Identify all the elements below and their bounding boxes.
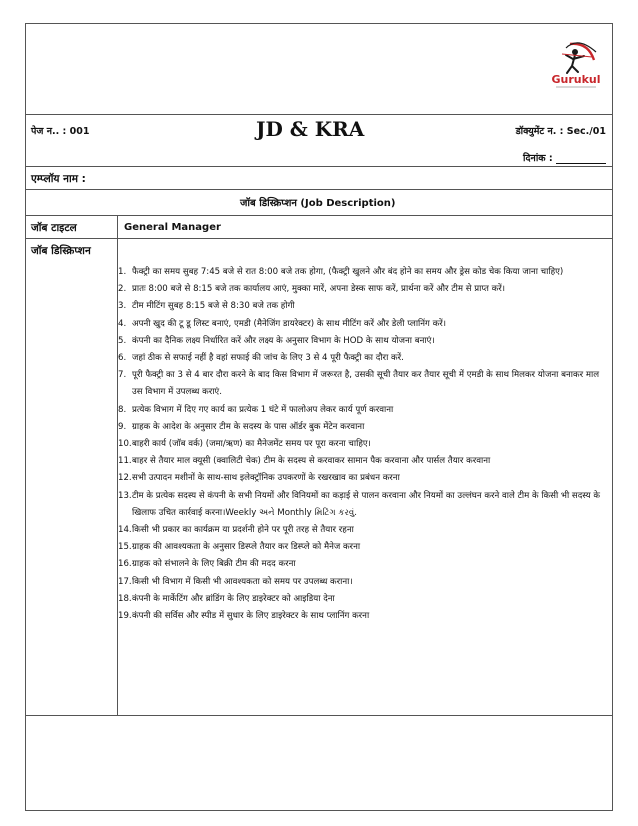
duty-number: 18. — [118, 593, 132, 604]
duty-text: किसी भी विभाग में किसी भी आवश्यकता को समय पर उपलब्ध कराना। — [132, 576, 353, 587]
page-title: JD & KRA — [256, 117, 365, 141]
duty-item — [118, 539, 602, 556]
duty-number: 14. — [118, 525, 132, 536]
duty-number: 17. — [118, 576, 132, 587]
duty-text: बाहरी कार्य (जॉब वर्क) (जमा/ऋण) का मैनेजमेंट समय पर पूरा करना चाहिए। — [132, 439, 371, 450]
duty-number: 7. — [118, 370, 127, 381]
duty-text: कंपनी के मार्केटिंग और ब्रांडिंग के लिए डाइरेक्टर को आइडिया देना — [132, 593, 335, 604]
duty-item — [118, 470, 602, 487]
duty-text: प्रत्येक विभाग में दिए गए कार्य का प्रत्येक 1 घंटे में फालोअप लेकर कार्य पूर्ण करवाना — [132, 404, 394, 415]
duty-item — [118, 333, 602, 350]
duty-number: 3. — [118, 301, 127, 312]
jd-heading-top — [25, 189, 613, 190]
duty-item — [118, 574, 602, 591]
job-title-label: जॉब टाइटल — [31, 222, 77, 234]
duties-list — [118, 264, 602, 625]
page-number: पेज न.. : 001 — [31, 126, 90, 137]
employee-row-top — [25, 166, 613, 167]
duty-text: फैक्ट्री का समय सुबह 7:45 बजे से रात 8:00 बजे तक होगा, (फैक्ट्री खुलने और बंद होने का समय और ड्रेस कोड चेक किया जाना चाहिए) — [132, 267, 564, 277]
duty-number: 12. — [118, 473, 132, 484]
duty-number: 19. — [118, 611, 132, 622]
duty-text: अपनी खुद की टू डू लिस्ट बनाएं, एमडी (मैनेजिंग डायरेक्टर) के साथ मीटिंग करें और डेली प्लानिंग करें। — [132, 318, 446, 329]
job-title-value: General Manager — [124, 222, 221, 233]
duty-item — [118, 350, 602, 367]
duty-number: 16. — [118, 559, 132, 570]
duty-text: किसी भी प्रकार का कार्यक्रम या प्रदर्शनी होने पर पूरी तरह से तैयार रहना — [132, 525, 354, 536]
duty-text: टीम मीटिंग सुबह 8:15 बजे से 8:30 बजे तक होगी — [132, 301, 295, 312]
duty-item — [118, 316, 602, 333]
document-number: डॉक्युमेंट न. : Sec./01 — [515, 126, 606, 137]
duty-item — [118, 281, 602, 298]
duty-text: जहां ठीक से सफाई नहीं है वहां सफाई की जांच के लिए 3 से 4 पूरी फैक्ट्री का दौरा करें. — [132, 353, 404, 364]
duty-item — [118, 367, 602, 401]
duty-item — [118, 488, 602, 522]
duty-text: कंपनी की सर्विस और स्पीड में सुधार के लिए डाइरेक्टर के साथ प्लानिंग करना — [132, 611, 370, 622]
duty-item — [118, 298, 602, 315]
date-label: दिनांक : — [523, 153, 556, 164]
duty-number: 15. — [118, 542, 132, 553]
job-title-row-top — [25, 215, 613, 216]
duty-number: 8. — [118, 404, 127, 415]
duty-number: 5. — [118, 335, 127, 346]
duty-number: 9. — [118, 421, 127, 432]
duty-number: 11. — [118, 456, 132, 467]
job-description-label: जॉब डिस्क्रिप्शन — [31, 245, 91, 257]
date-blank — [556, 154, 606, 164]
duty-text: प्रातः 8:00 बजे से 8:15 बजे तक कार्यालय आएं, मुक्का मारें, अपना डेस्क साफ करें, प्रार्थना करें और टीम से प्राप्त करें। — [132, 284, 506, 295]
duty-text: ग्राहक की आवश्यकता के अनुसार डिस्प्ले तैयार कर डिस्प्ले को मैनेज करना — [132, 542, 361, 553]
duty-text: बाहर से तैयार माल क्यूसी (क्वालिटी चेक) टीम के सदस्य से करवाकर सामान पैक करवाना और पार्सल तैयार करवाना — [132, 456, 491, 467]
duty-item — [118, 556, 602, 573]
duty-text: पूरी फैक्ट्री का 3 से 4 बार दौरा करने के बाद किस विभाग में जरूरत है, उसकी सूची तैयार कर तैयार सूची में एमडी के साथ मिलकर योजना बनाकर माल उस विभाग में उपलब्ध कराएं. — [132, 370, 600, 398]
job-desc-row-top — [25, 238, 613, 239]
duty-number: 2. — [118, 284, 127, 295]
duty-text: ग्राहक को संभालने के लिए बिक्री टीम की मदद करना — [132, 559, 296, 570]
logo-wordmark: Gurukul — [551, 73, 601, 86]
header-top-line — [25, 114, 613, 115]
jd-heading: जॉब डिस्क्रिप्शन (Job Description) — [240, 198, 396, 209]
archer-logo-icon — [548, 38, 604, 90]
duty-text: सभी उत्पादन मशीनों के साथ-साथ इलेक्ट्रॉनिक उपकरणों के रखरखाव का प्रबंधन करना — [132, 473, 400, 484]
duty-text: ग्राहक के आदेश के अनुसार टीम के सदस्य के पास ऑर्डर बुक मेंटेन करवाना — [132, 421, 365, 432]
duty-text: कंपनी का दैनिक लक्ष्य निर्धारित करें और लक्ष्य के अनुसार विभाग के HOD के साथ योजना बनाएं। — [132, 335, 435, 346]
duty-item — [118, 591, 602, 608]
duty-number: 1. — [118, 267, 127, 277]
date-field — [523, 151, 606, 164]
duty-number: 6. — [118, 353, 127, 364]
duty-item — [118, 419, 602, 436]
gurukul-logo — [548, 38, 604, 90]
duty-item — [118, 402, 602, 419]
duty-item — [118, 264, 602, 281]
employee-name-label: एम्प्लॉय नाम : — [31, 173, 86, 185]
duty-text: टीम के प्रत्येक सदस्य से कंपनी के सभी नियमों और विनियमों का कड़ाई से पालन करवाना और नियमों का उल्लंघन करने वाले टीम के किसी भी सदस्य के खिलाफ उचित कार्रवाई करना।Weekly અને Monthly મિટિંગ કરવું. — [132, 490, 600, 518]
duty-item — [118, 436, 602, 453]
duty-item — [118, 522, 602, 539]
table-bottom-line — [25, 715, 613, 716]
duty-number: 10. — [118, 439, 132, 450]
duty-item — [118, 608, 602, 625]
duty-number: 13. — [118, 490, 132, 501]
duty-item — [118, 453, 602, 470]
duty-number: 4. — [118, 318, 127, 329]
